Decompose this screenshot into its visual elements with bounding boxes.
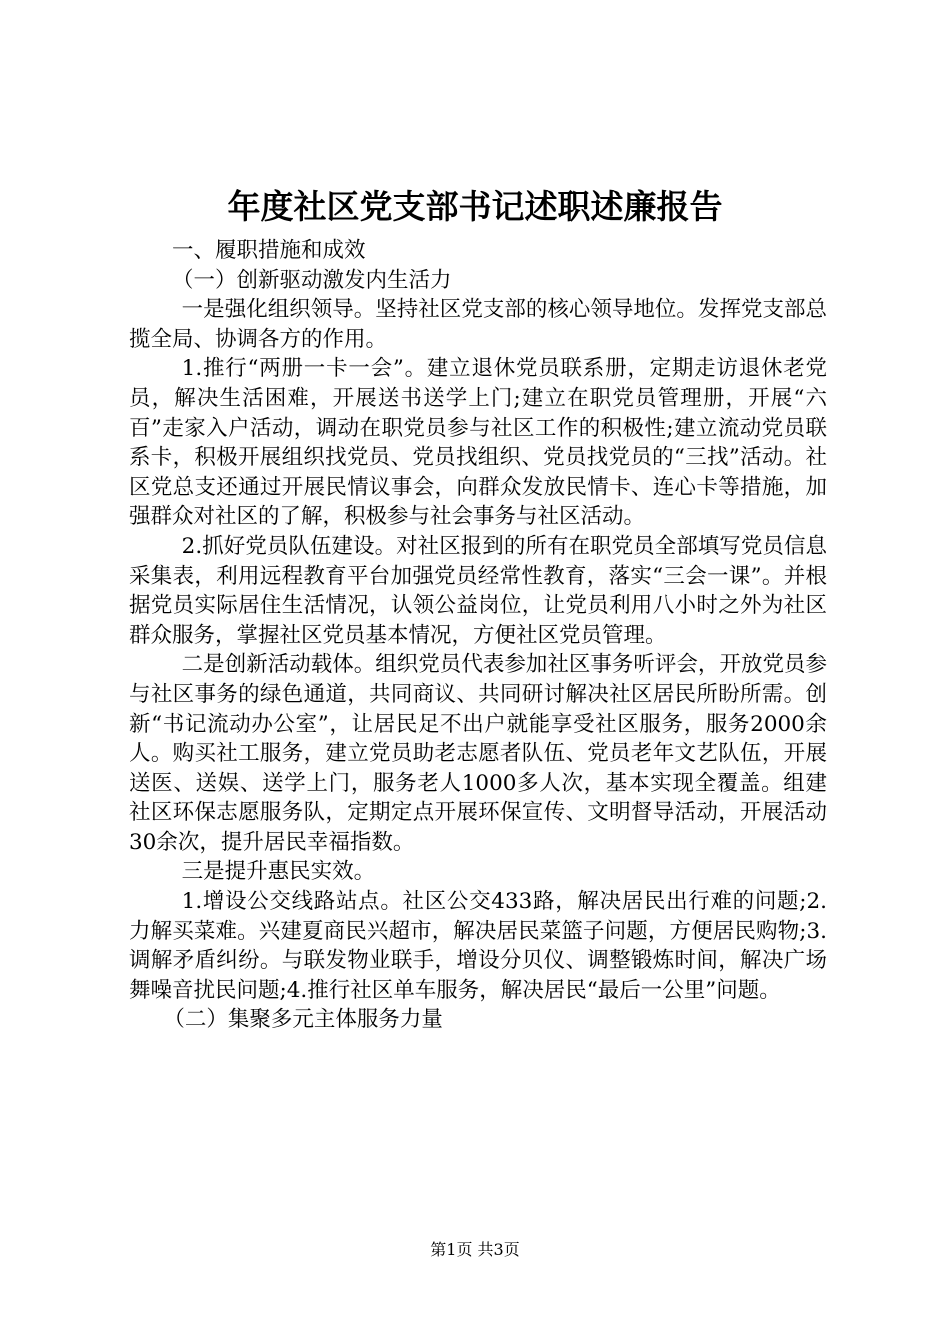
paragraph: 一是强化组织领导。坚持社区党支部的核心领导地位。发挥党支部总揽全局、协调各方的作用。 (129, 297, 827, 352)
paragraph: 二是创新活动载体。组织党员代表参加社区事务听评会，开放党员参与社区事务的绿色通道，共同商议、共同研讨解决社区居民所盼所需。创新“书记流动办公室”，让居民足不出户就能享受社区服务，服务2000余人。购买社工服务，建立党员助老志愿者队伍、党员老年文艺队伍，开展送医、送娱、送学上门，服务老人1000多人次，基本实现全覆盖。组建社区环保志愿服务队，定期定点开展环保宣传、文明督导活动，开展活动30余次，提升居民幸福指数。 (129, 652, 827, 855)
subsection-heading: （一）创新驱动激发内生活力 (172, 267, 452, 293)
section-heading: 一、履职措施和成效 (172, 238, 366, 263)
document-body (129, 236, 827, 1035)
subsection-heading: （二）集聚多元主体服务力量 (163, 1007, 443, 1033)
paragraph: 1.推行“两册一卡一会”。建立退休党员联系册，定期走访退休老党员，解决生活困难，开展送书送学上门;建立在职党员管理册，开展“六百”走家入户活动，调动在职党员参与社区工作的积极性;建立流动党员联系卡，积极开展组织找党员、党员找组织、党员找党员的“三找”活动。社区党总支还通过开展民情议事会，向群众发放民情卡、连心卡等措施，加强群众对社区的了解，积极参与社会事务与社区活动。 (129, 356, 827, 530)
paragraph: 2.抓好党员队伍建设。对社区报到的所有在职党员全部填写党员信息采集表，利用远程教育平台加强党员经常性教育，落实“三会一课”。并根据党员实际居住生活情况，认领公益岗位，让党员利用八小时之外为社区群众服务，掌握社区党员基本情况，方便社区党员管理。 (129, 533, 827, 648)
paragraph: 三是提升惠民实效。 (181, 859, 376, 885)
page-number: 第1页 共3页 (430, 1240, 520, 1259)
paragraph: 1.增设公交线路站点。社区公交433路，解决居民出行难的问题;2.力解买菜难。兴建夏商民兴超市，解决居民菜篮子问题，方便居民购物;3.调解矛盾纠纷。与联发物业联手，增设分贝仪、调整锻炼时间，解决广场舞噪音扰民问题;4.推行社区单车服务，解决居民“最后一公里”问题。 (129, 889, 827, 1003)
document-title: 年度社区党支部书记述职述廉报告 (227, 187, 723, 226)
